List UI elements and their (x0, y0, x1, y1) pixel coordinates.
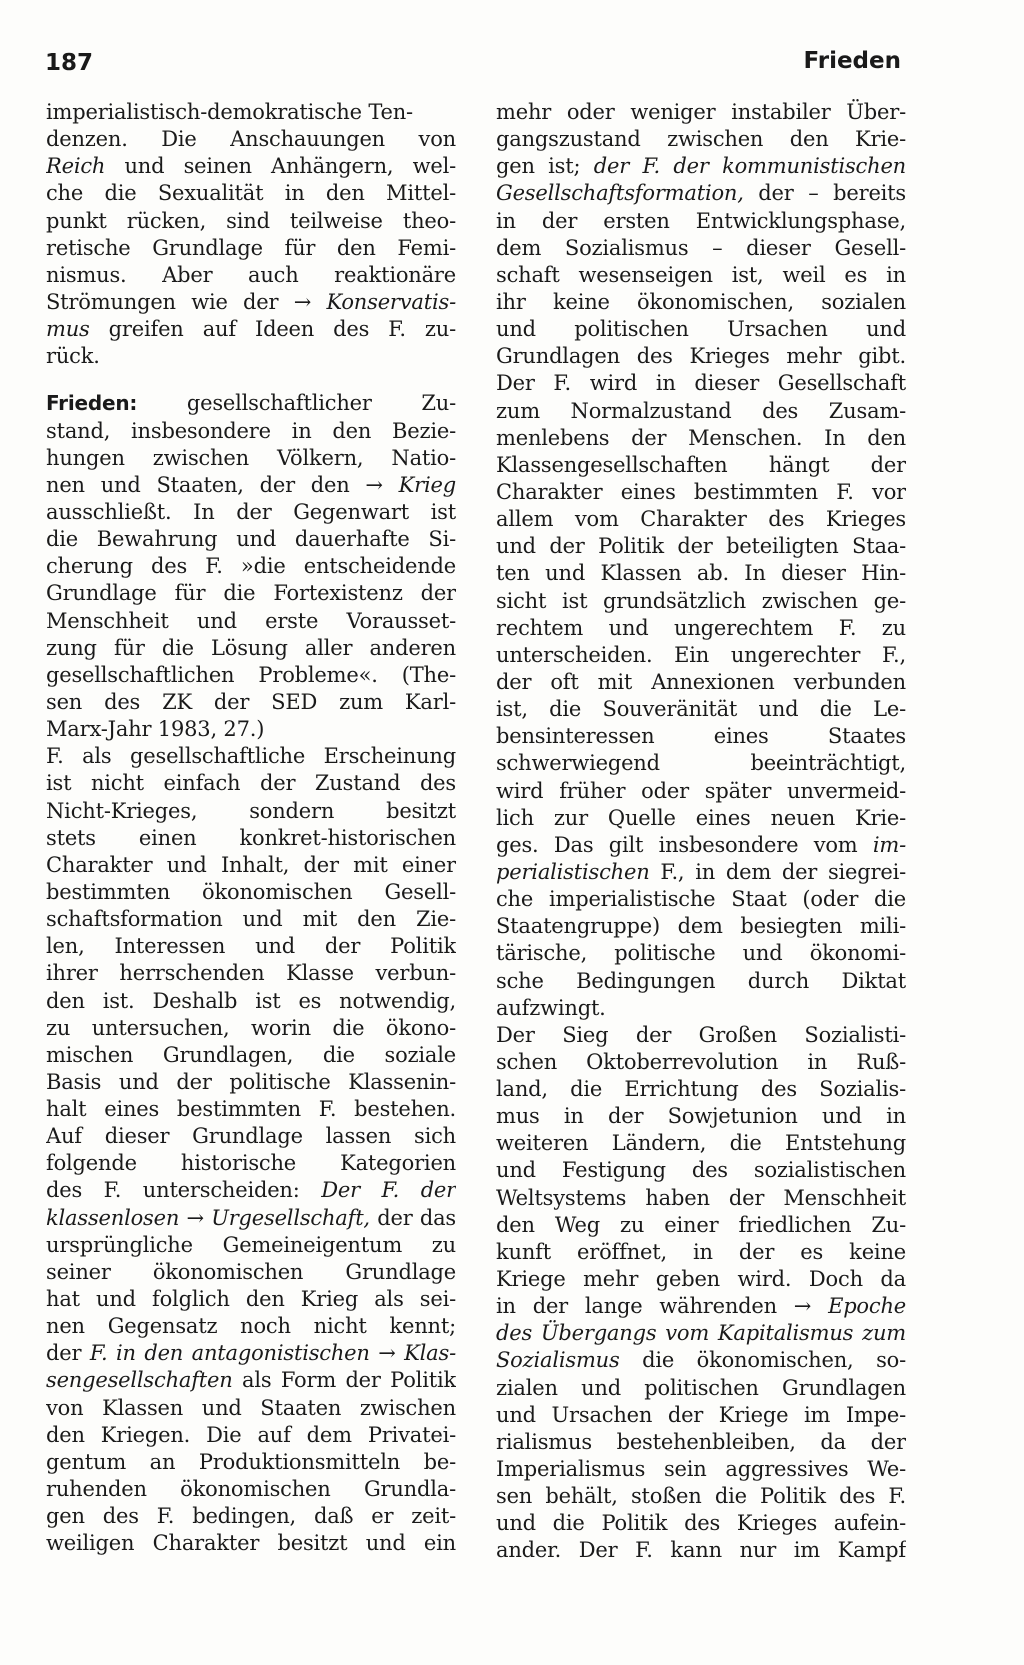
text-line: und politischen Ursachen und (496, 317, 906, 342)
text-line: zung für die Lösung aller anderen (46, 635, 456, 660)
text-line: seiner ökonomischen Grundlage (46, 1259, 456, 1284)
text-line: des F. unterscheiden: Der F. der (46, 1178, 456, 1203)
text-line: in der ersten Entwicklungsphase, (496, 208, 906, 233)
text-line: gen ist; der F. der kommunistischen (496, 154, 906, 179)
text-line: ges. Das gilt insbesondere vom im- (496, 832, 906, 857)
text-line: schwerwiegend beeinträchtigt, (496, 751, 906, 776)
text-line: tärische, politische und ökonomi- (496, 941, 906, 966)
text-line: Menschheit und erste Vorausset- (46, 608, 456, 633)
text-line: perialistischen F., in dem der siegrei- (496, 859, 906, 884)
text-line: klassenlosen → Urgesellschaft, der das (46, 1205, 456, 1230)
text-line: und der Politik der beteiligten Staa- (496, 534, 906, 559)
text-line: und die Politik des Krieges aufein- (496, 1511, 906, 1536)
text-line: mischen Grundlagen, die soziale (46, 1042, 456, 1067)
text-line: zu untersuchen, worin die ökono- (46, 1015, 456, 1040)
text-line: nismus. Aber auch reaktionäre (46, 262, 456, 287)
text-line: den ist. Deshalb ist es notwendig, (46, 988, 456, 1013)
text-line: sicht ist grundsätzlich zwischen ge- (496, 588, 906, 613)
text-line: Basis und der politische Klassenin- (46, 1069, 456, 1094)
text-line: der F. in den antagonistischen → Klas- (46, 1341, 456, 1366)
text-line: land, die Errichtung des Sozialis- (496, 1077, 906, 1102)
text-line: Gesellschaftsformation, der – bereits (496, 181, 906, 206)
text-line: schaftsformation und mit den Zie- (46, 907, 456, 932)
text-column-left (46, 99, 456, 1557)
text-line: Kriege mehr geben wird. Doch da (496, 1267, 906, 1292)
text-line: mus in der Sowjetunion und in (496, 1104, 906, 1129)
text-line: Grundlage für die Fortexistenz der (46, 581, 456, 606)
text-line: von Klassen und Staaten zwischen (46, 1395, 456, 1420)
text-line: aufzwingt. (496, 995, 606, 1020)
text-line: bensinteressen eines Staates (496, 724, 906, 749)
text-column-right (496, 99, 906, 1565)
text-line: denzen. Die Anschauungen von (46, 127, 456, 152)
text-line: che die Sexualität in den Mittel- (46, 181, 456, 206)
text-line: Strömungen wie der → Konservatis- (46, 289, 456, 314)
text-line: rialismus bestehenbleiben, da der (496, 1429, 906, 1454)
text-line: weiligen Charakter besitzt und ein (46, 1531, 456, 1556)
running-head: Frieden (803, 48, 901, 74)
text-line: nen Gegensatz noch nicht kennt; (46, 1314, 456, 1339)
text-line: in der lange währenden → Epoche (496, 1294, 906, 1319)
text-line: den Kriegen. Die auf dem Privatei- (46, 1422, 456, 1447)
text-line: bestimmten ökonomischen Gesell- (46, 879, 456, 904)
text-line: cherung des F. »die entscheidende (46, 554, 456, 579)
text-line: ihr keine ökonomischen, sozialen (496, 289, 906, 314)
text-line: hungen zwischen Völkern, Natio- (46, 445, 456, 470)
paragraph-gap (46, 370, 456, 390)
text-line: Charakter eines bestimmten F. vor (496, 479, 906, 504)
text-line: ruhenden ökonomischen Grundla- (46, 1477, 456, 1502)
text-line: Der F. wird in dieser Gesellschaft (496, 371, 906, 396)
text-line: imperialistisch-demokratische Ten- (46, 100, 413, 124)
text-line: retische Grundlage für den Femi- (46, 235, 456, 260)
text-line: Reich und seinen Anhängern, wel- (46, 154, 456, 179)
text-line: halt eines bestimmten F. bestehen. (46, 1097, 456, 1122)
text-line: ten und Klassen ab. In dieser Hin- (496, 561, 906, 586)
text-line: Der Sieg der Großen Sozialisti- (496, 1022, 906, 1047)
text-line: rechtem und ungerechtem F. zu (496, 615, 906, 640)
text-line: dem Sozialismus – dieser Gesell- (496, 235, 906, 260)
text-line: len, Interessen und der Politik (46, 934, 456, 959)
text-line: weiteren Ländern, die Entstehung (496, 1131, 906, 1156)
text-line: Klassengesellschaften hängt der (496, 452, 906, 477)
text-line: punkt rücken, sind teilweise theo- (46, 208, 456, 233)
text-line: Imperialismus sein aggressives We- (496, 1457, 906, 1482)
text-line: folgende historische Kategorien (46, 1151, 456, 1176)
text-line: die Bewahrung und dauerhafte Si- (46, 527, 456, 552)
text-line: allem vom Charakter des Krieges (496, 507, 906, 532)
text-line: und Ursachen der Kriege im Impe- (496, 1402, 906, 1427)
text-line: stets einen konkret-historischen (46, 825, 456, 850)
text-line: ursprüngliche Gemeineigentum zu (46, 1232, 456, 1257)
text-line: rück. (46, 344, 100, 369)
text-line: nen und Staaten, der den → Krieg (46, 472, 456, 497)
text-line: ist, die Souveränität und die Le- (496, 697, 906, 722)
text-line: mus greifen auf Ideen des F. zu- (46, 317, 456, 342)
text-line: der oft mit Annexionen verbunden (496, 669, 906, 694)
text-line: Auf dieser Grundlage lassen sich (46, 1124, 456, 1149)
text-line: unterscheiden. Ein ungerechter F., (496, 642, 906, 667)
text-line: schen Oktoberrevolution in Ruß- (496, 1049, 906, 1074)
text-line: sen behält, stoßen die Politik des F. (496, 1484, 906, 1509)
text-line: che imperialistische Staat (oder die (496, 887, 906, 912)
text-line: zum Normalzustand des Zusam- (496, 398, 906, 423)
text-line: mehr oder weniger instabiler Über- (496, 100, 906, 124)
text-line: stand, insbesondere in den Bezie- (46, 418, 456, 443)
text-line: des Übergangs vom Kapitalismus zum (496, 1321, 906, 1346)
text-line: Nicht-Krieges, sondern besitzt (46, 798, 456, 823)
text-line: gesellschaftlichen Probleme«. (The- (46, 662, 456, 687)
text-line: ander. Der F. kann nur im Kampf (496, 1538, 906, 1563)
text-line: und Festigung des sozialistischen (496, 1158, 906, 1183)
text-line: Grundlagen des Krieges mehr gibt. (496, 344, 906, 369)
text-line: ist nicht einfach der Zustand des (46, 771, 456, 796)
text-line: gangszustand zwischen den Krie- (496, 127, 906, 152)
text-line: Marx-Jahr 1983, 27.) (46, 717, 265, 742)
text-line: Charakter und Inhalt, der mit einer (46, 852, 456, 877)
text-line: kunft eröffnet, in der es keine (496, 1239, 906, 1264)
text-line: ausschließt. In der Gegenwart ist (46, 499, 456, 524)
text-line: Frieden: gesellschaftlicher Zu- (46, 391, 456, 416)
text-line: ihrer herrschenden Klasse verbun- (46, 961, 456, 986)
text-line: lich zur Quelle eines neuen Krie- (496, 805, 906, 830)
text-line: menlebens der Menschen. In den (496, 425, 906, 450)
text-line: F. als gesellschaftliche Erscheinung (46, 744, 456, 769)
text-line: sengesellschaften als Form der Politik (46, 1368, 456, 1393)
text-line: Staatengruppe) dem besiegten mili- (496, 914, 906, 939)
text-line: wird früher oder später unvermeid- (496, 778, 906, 803)
text-line: sche Bedingungen durch Diktat (496, 968, 906, 993)
text-line: gentum an Produktionsmitteln be- (46, 1449, 456, 1474)
page-number: 187 (45, 50, 94, 76)
text-line: hat und folglich den Krieg als sei- (46, 1287, 456, 1312)
text-line: zialen und politischen Grundlagen (496, 1375, 906, 1400)
text-line: gen des F. bedingen, daß er zeit- (46, 1504, 456, 1529)
text-line: Sozialismus die ökonomischen, so- (496, 1348, 906, 1373)
text-line: sen des ZK der SED zum Karl- (46, 689, 456, 714)
text-line: schaft wesenseigen ist, weil es in (496, 262, 906, 287)
text-line: den Weg zu einer friedlichen Zu- (496, 1212, 906, 1237)
text-line: Weltsystems haben der Menschheit (496, 1185, 906, 1210)
